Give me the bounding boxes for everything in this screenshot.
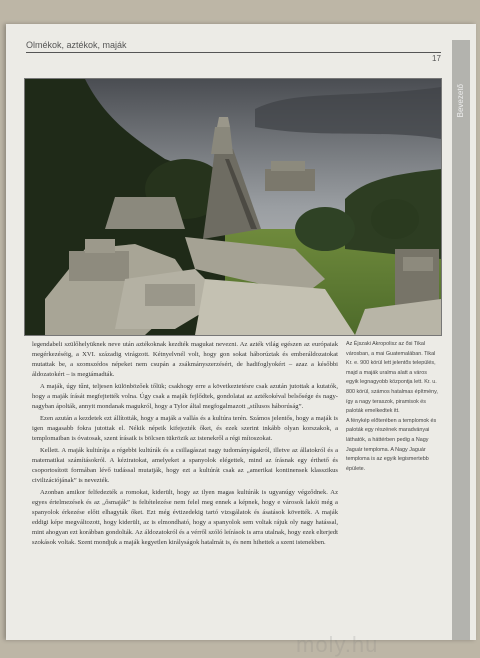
caption-paragraph: Az Éjszaki Akropolisz az ősi Tikal városban, a mai Guatemalában. Tikal Kr. e. 900 körül lett jelentős település, majd a maják uralma alatt a város egyik legnagyobb központja lett. Kr. u. 800 körül, számos hatalmas építmény, így a nagy teraszok, piramisok és paloták emelkedtek itt. [346,341,438,415]
caption-paragraph: A fénykép előterében a templomok és paloták egy részének maradványai láthatók, a háttérben pedig a Nagy Jaguár temploma. A Nagy Jaguár temploma is az egyik legismertebb épülete. [346,417,437,472]
body-paragraph: Ezen azután a kezdetek ezt állították, hogy a maják a vallás és a kultúra terén. Számos jelentős, hogy a maják is igen magasabb fokra jutottak el. Nékik népeik kifejezték őket, és ezek szerint inkább olyan korszakok, a templomaiban is óvatosak, szent írásaik is bölcsen tükrözik az istenekről a régi mítoszokat. [32,415,338,442]
chapter-tab [452,40,470,640]
running-header-title: Olmékok, aztékok, maják [26,40,127,50]
header-rule [26,52,441,53]
body-text [32,340,338,550]
body-paragraph: Kellett. A maják kultúrája a régebbi kultúrák és a csillagászat nagy tudományágakról, illetve az állatokról és a matematikai számításokról. A kéziratokat, amelyeket a spanyolok elégettek, mind az írásnak egy érthető és csoportosított formában lévő tudással mutatják, hogy ezt a kultúrát csak az „amerikai kontinensek klasszikus civilizációjának” is nevezték. [32,447,338,484]
maya-pyramid-photo-icon [24,78,442,336]
chapter-tab-label: Bevezető [456,84,465,118]
body-paragraph: legendabeli szülőhelyüknek neve után aztékoknak kezdték magukat nevezni. Az azték világ egészen az európaiak megérkezéséig, a XVI. századig virágzott. Kétnyelvnél volt, hogy gon sokat háborúztak és emberáldozatokat mutattak be, a szomszédos népeket nem csupán a zsákmányszerzésért, de hadifoglyokért – azaz a későbbi áldozatokért – is megtámadták. [32,341,338,378]
body-paragraph: A maják, úgy tűnt, teljesen különbözőek tőlük; csakhogy erre a következtetésre csak azután jutottak a kutatók, hogy a maják írását megfejtették volna. Úgy csak a maják fejlődtek, gondolatai az aztékokéval belsősége és nagy-nagyban ápolták, annyit mondanak magukról, hogy a Tylor által megfogalmazott „stílusos háborúság”. [32,383,338,410]
page-number: 17 [432,54,441,63]
photo-caption-sidebar [346,340,440,474]
body-paragraph: Azonban amikor felfedezték a romokat, kiderült, hogy az ilyen magas kultúrák is ugyanúgy végződnek. Az egyes értelmezések és az „ősmaják” is feltételezése nem felel meg ennek a képnek, hogy e városok lakói még a spanyolok érkezése előtt elhagyták őket. Ezt még évtizedekig tartó vizsgálatok és ásatások követték. A maják eddigi képe megváltozott, hogy kiderült, az is elmondható, hogy a spanyolok sem voltak rájuk oly nagy hatással, mint ahogyan ezt korábban gondolták. Az áldozatokról és a vérről szóló leírások is arra utalnak, hogy ezek elterjedt szokások voltak. Szent mondjuk a maják kegyetlen királyságok hatalmát is, és nem hihettek a szent istenekben. [32,489,338,546]
book-page [6,24,476,657]
watermark: moly.hu [296,632,379,657]
